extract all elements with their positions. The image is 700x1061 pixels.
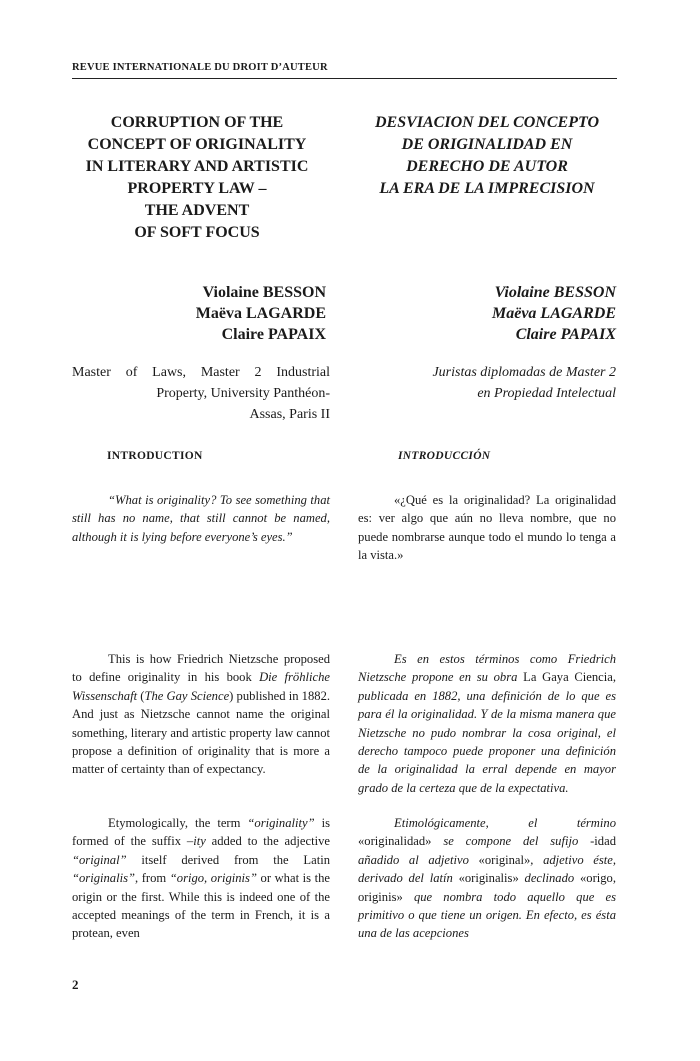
spanish-title <box>358 112 616 200</box>
text-run: que nombra todo aquello que es primitivo o que tiene un origen. En efecto, es ésta una de las acepciones <box>358 889 616 941</box>
term: “originality” <box>247 816 315 830</box>
author-name: Violaine BESSON <box>494 284 616 301</box>
term: -idad <box>590 834 616 849</box>
term: “original” <box>72 852 127 867</box>
text-run: is formed of the suffix <box>72 816 330 849</box>
spanish-title-line: DESVIACION DEL CONCEPTO <box>374 114 600 131</box>
author-name: Violaine BESSON <box>202 284 326 301</box>
english-title-line: PROPERTY LAW – <box>127 180 267 197</box>
english-title-line: IN LITERARY AND ARTISTIC <box>85 158 309 175</box>
term: «originalis» <box>458 871 519 886</box>
paragraph-text <box>358 650 616 797</box>
paragraph-text <box>358 814 616 943</box>
text-run: , adjetivo éste, derivado del latín <box>358 852 616 886</box>
text-run: ) published in 1882. And just as Nietzsche cannot name the original something, literary and artistic property law cannot propose a definition of originality that is more a matter of certainty than of expectancy. <box>72 688 331 777</box>
english-section-heading: INTRODUCTION <box>107 450 203 462</box>
paragraph-text <box>72 650 330 779</box>
term: –ity <box>186 834 206 849</box>
quote-text: «¿Qué es la originalidad? La originalidad es: ver algo que aún no lleva nombre, que no puede nombrarse aunque todo el mundo lo tenga a la vista.» <box>358 493 616 563</box>
book-title-spanish: La Gaya Ciencia, <box>523 670 616 685</box>
spanish-title-line: DERECHO DE AUTOR <box>406 158 568 175</box>
spanish-paragraph-1 <box>358 650 616 797</box>
spanish-title-block <box>358 112 616 200</box>
term: «originalidad» <box>358 834 432 849</box>
spanish-affiliation <box>358 362 616 404</box>
english-title-line: CORRUPTION OF THE <box>110 114 284 131</box>
author-name: Claire PAPAIX <box>515 326 616 343</box>
text-run: itself derived from the Latin <box>126 852 330 867</box>
spanish-authors <box>358 282 616 345</box>
text-run: Etymologically, the term <box>108 816 248 830</box>
english-title-line: CONCEPT OF ORIGINALITY <box>87 136 307 153</box>
spanish-quote <box>358 491 616 565</box>
header-rule <box>72 78 617 79</box>
english-authors <box>68 282 326 345</box>
text-run: or what is the origin or the first. While this is indeed one of the accepted meanings of the term in French, it is a protean, even <box>72 871 330 941</box>
page-number: 2 <box>72 977 79 992</box>
english-paragraph-2 <box>72 814 330 943</box>
english-title-block <box>68 112 326 244</box>
english-title-line: OF SOFT FOCUS <box>134 224 260 241</box>
paragraph-text <box>72 814 330 943</box>
spanish-section-heading: INTRODUCCIÓN <box>398 450 491 462</box>
affiliation-line: Master of Laws, Master 2 Industrial <box>72 365 330 380</box>
text-run: publicada en 1882, una definición de lo que es para él la originalidad. Y de la misma manera que Nietzsche no pudo nombrar la cosa original, el derecho tampoco puede proponer una definición de la originalidad la erral depende en mayor grado de la certeza que de la expectativa. <box>358 688 616 795</box>
text-run: added to the adjective <box>205 834 330 849</box>
quote-text: “What is originality? To see something that still has no name, that still cannot be named, although it is lying before everyone’s eyes.” <box>72 493 330 544</box>
english-title <box>68 112 326 244</box>
author-name: Maëva LAGARDE <box>195 305 326 322</box>
text-run: Etimológicamente, el término <box>394 816 616 830</box>
affiliation-line: Juristas diplomadas de Master 2 <box>432 365 616 380</box>
book-title-german: Die fröhliche Wissenschaft <box>72 670 330 703</box>
english-paragraph-1 <box>72 650 330 779</box>
affiliation-line: en Propiedad Intelectual <box>477 386 616 401</box>
text-run: ( <box>137 688 145 703</box>
english-affiliation <box>72 362 330 425</box>
spanish-title-line: LA ERA DE LA IMPRECISION <box>379 180 595 197</box>
author-name: Claire PAPAIX <box>221 326 326 343</box>
english-quote <box>72 491 330 546</box>
text-run: declinado <box>518 871 580 886</box>
spanish-title-line: DE ORIGINALIDAD EN <box>401 136 573 153</box>
affiliation-line: Property, University Panthéon- <box>156 386 330 401</box>
term: “originalis” <box>72 871 135 886</box>
term: «origo, originis» <box>358 871 616 904</box>
affiliation-line: Assas, Paris II <box>249 407 330 422</box>
running-head: REVUE INTERNATIONALE DU DROIT D’AUTEUR <box>72 62 328 73</box>
text-run: , from <box>135 871 170 886</box>
author-name: Maëva LAGARDE <box>492 305 616 322</box>
text-run: añadido al adjetivo <box>358 852 479 867</box>
term: “origo, originis” <box>169 871 257 886</box>
text-run: Es en estos términos como Friedrich Nietzsche propone en su obra <box>358 652 616 685</box>
text-run: se compone del sufijo <box>431 834 591 849</box>
term: «original» <box>478 852 531 867</box>
english-title-line: THE ADVENT <box>144 202 250 219</box>
book-title-english: The Gay Science <box>144 688 230 703</box>
spanish-paragraph-2 <box>358 814 616 943</box>
text-run: This is how Friedrich Nietzsche proposed to define originality in his book <box>72 652 330 685</box>
